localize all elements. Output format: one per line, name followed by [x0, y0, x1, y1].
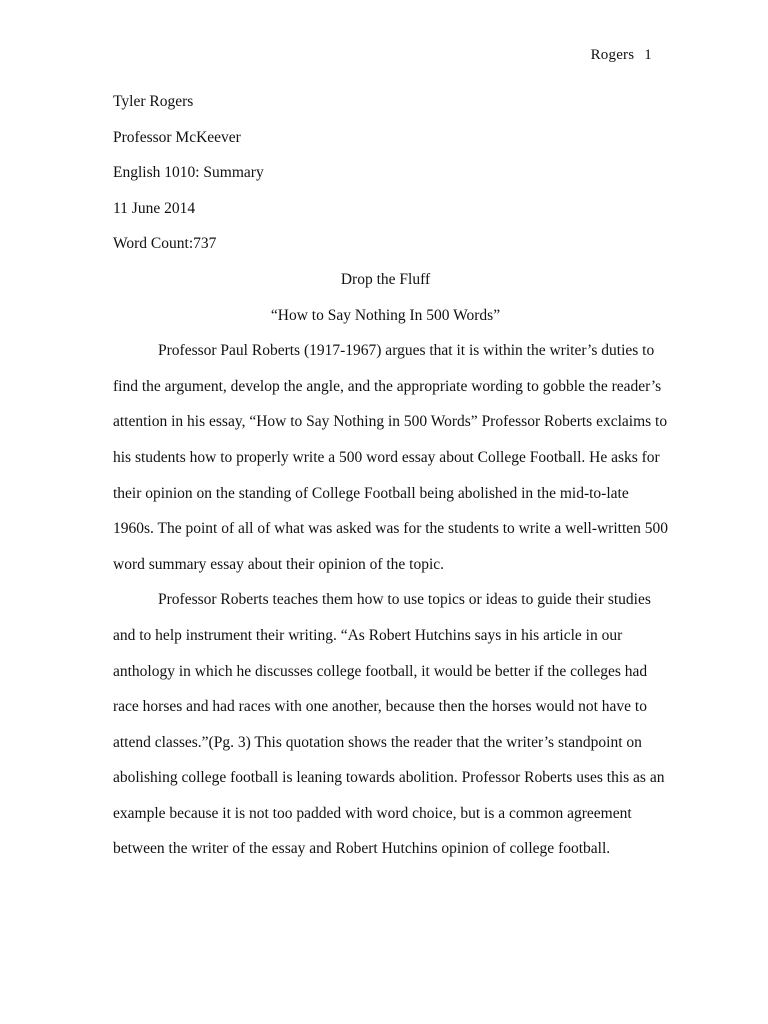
paragraph-line: attention in his essay, “How to Say Nothing in 500 Words” Professor Roberts exclaims to [113, 413, 668, 431]
paragraph-line: 1960s. The point of all of what was asked was for the students to write a well-written 500 [113, 520, 669, 538]
paragraph-line: between the writer of the essay and Robert Hutchins opinion of college football. [113, 840, 611, 858]
word-count: Word Count:737 [113, 235, 217, 253]
essay-date: 11 June 2014 [113, 199, 196, 217]
paragraph-line: anthology in which he discusses college football, it would be better if the colleges had [113, 662, 648, 680]
header-page-number: 1 [644, 47, 652, 63]
author-name: Tyler Rogers [113, 93, 194, 110]
paragraph-line: Professor Paul Roberts (1917-1967) argues that it is within the writer’s duties to [158, 342, 655, 360]
paragraph-line: example because it is not too padded with word choice, but is a common agreement [113, 804, 632, 822]
header-surname: Rogers [590, 47, 635, 63]
paragraph-line: his students how to properly write a 500 word essay about College Football. He asks for [113, 448, 660, 466]
paragraph-line: find the argument, develop the angle, and the appropriate wording to gobble the reader’s [113, 377, 662, 395]
paragraph-1 [113, 333, 669, 582]
paragraph-line: abolishing college football is leaning towards abolition. Professor Roberts uses this as an [113, 769, 665, 787]
paragraph-line: Professor Roberts teaches them how to use topics or ideas to guide their studies [158, 591, 651, 609]
course-name: English 1010: Summary [113, 164, 264, 182]
paragraph-line: word summary essay about their opinion of the topic. [113, 555, 445, 573]
instructor-name: Professor McKeever [113, 128, 241, 146]
paragraph-line: and to help instrument their writing. “As Robert Hutchins says in his article in our [113, 626, 623, 644]
essay-subtitle: “How to Say Nothing In 500 Words” [270, 306, 501, 324]
paragraph-line: attend classes.”(Pg. 3) This quotation shows the reader that the writer’s standpoint on [113, 733, 642, 751]
paragraph-line: their opinion on the standing of College Football being abolished in the mid-to-late [113, 484, 629, 502]
paragraph-2 [113, 582, 665, 867]
document-body [113, 84, 669, 867]
essay-title: Drop the Fluff [340, 270, 431, 288]
paragraph-line: race horses and had races with one another, because then the horses would not have to [113, 698, 647, 716]
running-header [591, 47, 652, 64]
